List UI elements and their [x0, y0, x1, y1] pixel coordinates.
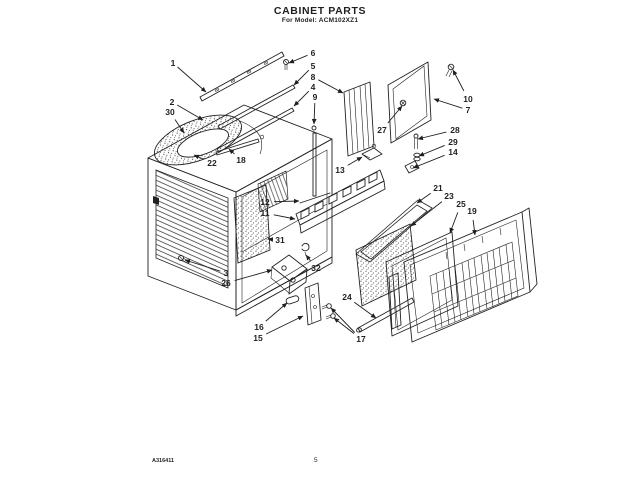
page-title: CABINET PARTS [273, 5, 367, 17]
svg-text:9: 9 [312, 92, 318, 102]
svg-text:26: 26 [221, 278, 231, 288]
part-side-curtain-panel [344, 82, 374, 156]
doc-number: A316411 [152, 458, 175, 464]
svg-text:28: 28 [450, 125, 460, 135]
svg-text:27: 27 [377, 125, 387, 135]
svg-text:25: 25 [456, 199, 466, 209]
svg-text:18: 18 [236, 155, 246, 165]
svg-text:19: 19 [467, 206, 477, 216]
svg-text:22: 22 [207, 158, 217, 168]
svg-text:21: 21 [433, 183, 443, 193]
svg-text:11: 11 [260, 208, 270, 218]
part-bottom-bracket [285, 283, 335, 325]
part-bracket-13 [362, 144, 382, 160]
model-subtitle: For Model: ACM102XZ1 [281, 17, 359, 24]
svg-text:24: 24 [342, 292, 352, 302]
svg-text:29: 29 [448, 137, 458, 147]
part-base-rail [296, 170, 385, 233]
part-fasteners-28-29-14 [405, 134, 420, 173]
page-number: 5 [314, 457, 318, 464]
svg-text:8: 8 [310, 72, 316, 82]
svg-text:16: 16 [254, 322, 264, 332]
svg-text:32: 32 [311, 263, 321, 273]
svg-text:23: 23 [444, 191, 454, 201]
part-top-seal-rail [200, 52, 284, 101]
part-clip-32 [302, 243, 309, 256]
part-screw-6 [284, 60, 289, 71]
svg-text:4: 4 [310, 82, 316, 92]
svg-text:31: 31 [275, 235, 285, 245]
svg-text:1: 1 [170, 58, 176, 68]
svg-text:15: 15 [253, 333, 263, 343]
svg-text:7: 7 [465, 105, 471, 115]
svg-text:17: 17 [356, 334, 366, 344]
svg-text:12: 12 [260, 197, 270, 207]
svg-text:14: 14 [448, 147, 458, 157]
part-guide-rod [312, 126, 316, 196]
svg-text:3: 3 [223, 268, 229, 278]
svg-text:2: 2 [169, 97, 175, 107]
svg-text:13: 13 [335, 165, 345, 175]
svg-text:5: 5 [310, 61, 316, 71]
svg-text:30: 30 [165, 107, 175, 117]
svg-text:10: 10 [463, 94, 473, 104]
svg-text:6: 6 [310, 48, 316, 58]
